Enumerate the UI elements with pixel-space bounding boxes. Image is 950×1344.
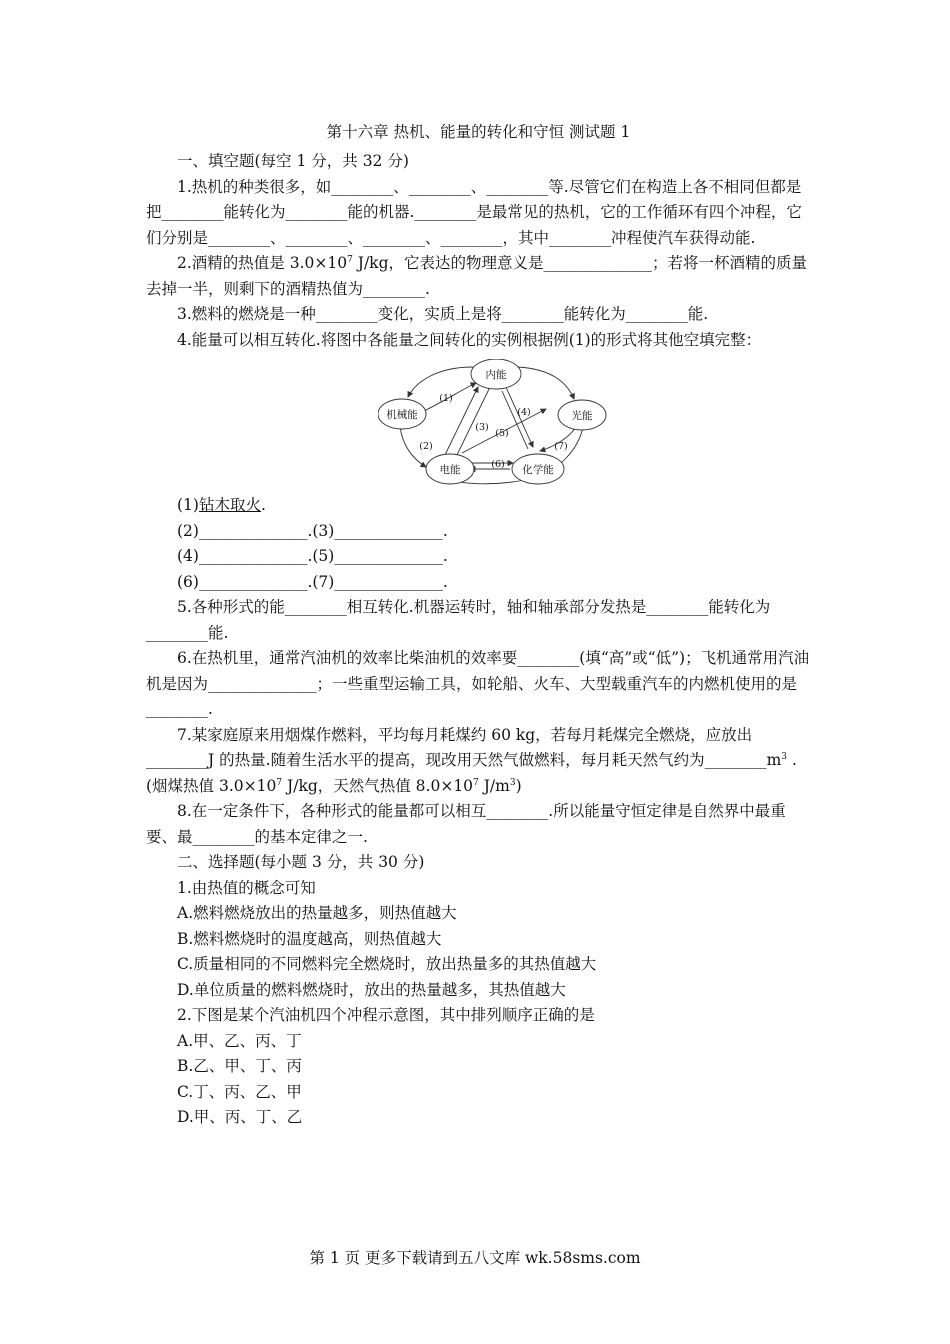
choice-1-stem: 1.由热值的概念可知 <box>177 878 316 897</box>
question-5: 5.各种形式的能________相互转化.机器运转时，轴和轴承部分发热是________能转化为________能. <box>146 598 771 642</box>
question-3: 3.燃料的燃烧是一种________变化，实质上是将________能转化为________能. <box>177 305 709 323</box>
question-6: 6.在热机里，通常汽油机的效率比柴油机的效率要________(填“高”或“低”)；飞机通常用汽油机是因为______________；一些重型运输工具，如轮船、火车、大型载重汽车的内燃机使用的是________. <box>146 649 810 718</box>
section-choice-heading: 二、选择题(每小题 3 分，共 30 分) <box>177 853 425 871</box>
choice-2-option-a: A.甲、乙、丙、丁 <box>177 1031 302 1050</box>
arrow-label-3: (3) <box>475 422 489 433</box>
section-fill-blank-heading: 一、填空题(每空 1 分，共 32 分) <box>177 152 409 170</box>
node-light-energy: 光能 <box>571 410 593 422</box>
answer-4-5: (4)______________.(5)______________. <box>177 547 448 565</box>
arrow-label-6: (6) <box>491 459 505 470</box>
node-internal-energy: 内能 <box>485 369 507 381</box>
node-mechanical-energy: 机械能 <box>386 409 418 421</box>
node-electric-energy: 电能 <box>439 464 461 476</box>
choice-2-option-b: B.乙、甲、丁、丙 <box>177 1057 302 1075</box>
choice-1-option-b: B.燃料燃烧时的温度越高，则热值越大 <box>177 929 442 948</box>
arrow-label-1: (1) <box>439 393 453 404</box>
arrow-label-4: (4) <box>517 407 531 418</box>
choice-2-stem: 2.下图是某个汽油机四个冲程示意图，其中排列顺序正确的是 <box>177 1006 595 1024</box>
arrow-label-7: (7) <box>554 441 568 452</box>
answer-6-7: (6)______________.(7)______________. <box>177 572 448 591</box>
choice-2-option-c: C.丁、丙、乙、甲 <box>177 1082 302 1101</box>
energy-conversion-diagram <box>378 359 608 487</box>
choice-1-option-d: D.单位质量的燃料燃烧时，放出的热量越多，其热值越大 <box>177 980 566 999</box>
node-chemical-energy: 化学能 <box>522 464 554 476</box>
page-title: 第十六章 热机、能量的转化和守恒 测试题 1 <box>326 123 631 141</box>
answer-1: (1)钻木取火. <box>177 496 266 514</box>
arrow-label-2: (2) <box>419 441 433 452</box>
answer-2-3: (2)______________.(3)______________. <box>177 521 448 540</box>
page-footer: 第 1 页 更多下载请到五八文库 wk.58sms.com <box>309 1249 641 1267</box>
choice-1-option-c: C.质量相同的不同燃料完全燃烧时，放出热量多的其热值越大 <box>177 955 597 973</box>
arrow-label-5: (5) <box>495 428 509 439</box>
question-4: 4.能量可以相互转化.将图中各能量之间转化的实例根据例(1)的形式将其他空填完整： <box>177 330 762 349</box>
choice-2-option-d: D.甲、丙、丁、乙 <box>177 1108 303 1126</box>
question-8: 8.在一定条件下，各种形式的能量都可以相互________.所以能量守恒定律是自然界中最重要、最________的基本定律之一. <box>146 802 786 846</box>
question-7: 7.某家庭原来用烟煤作燃料，平均每月耗煤约 60 kg，若每月耗煤完全燃烧，应放出________J 的热量.随着生活水平的提高，现改用天然气做燃料，每月耗天然气约为$\_\_\_\_\_\_\_\_m^3$ .(烟煤热值 $3.0\times 10^7$ J/kg，天然气热值 $8.0\times 10^7$ $J/m^3$) <box>146 725 797 795</box>
document-page <box>146 120 811 1131</box>
question-1: 1.热机的种类很多，如________、________、________等.尽管它们在构造上各不相同但都是把________能转化为________能的机器.________是最常见的热机，它的工作循环有四个冲程，它们分别是________、________、________、________，其中________冲程使汽车获得动能. <box>146 177 802 247</box>
choice-1-option-a: A.燃料燃烧放出的热量越多，则热值越大 <box>177 904 457 922</box>
question-2: 2.酒精的热值是 $3.0\times 10^7$ J/kg，它表达的物理意义是______________；若将一杯酒精的质量去掉一半，则剩下的酒精热值为________. <box>146 254 807 298</box>
